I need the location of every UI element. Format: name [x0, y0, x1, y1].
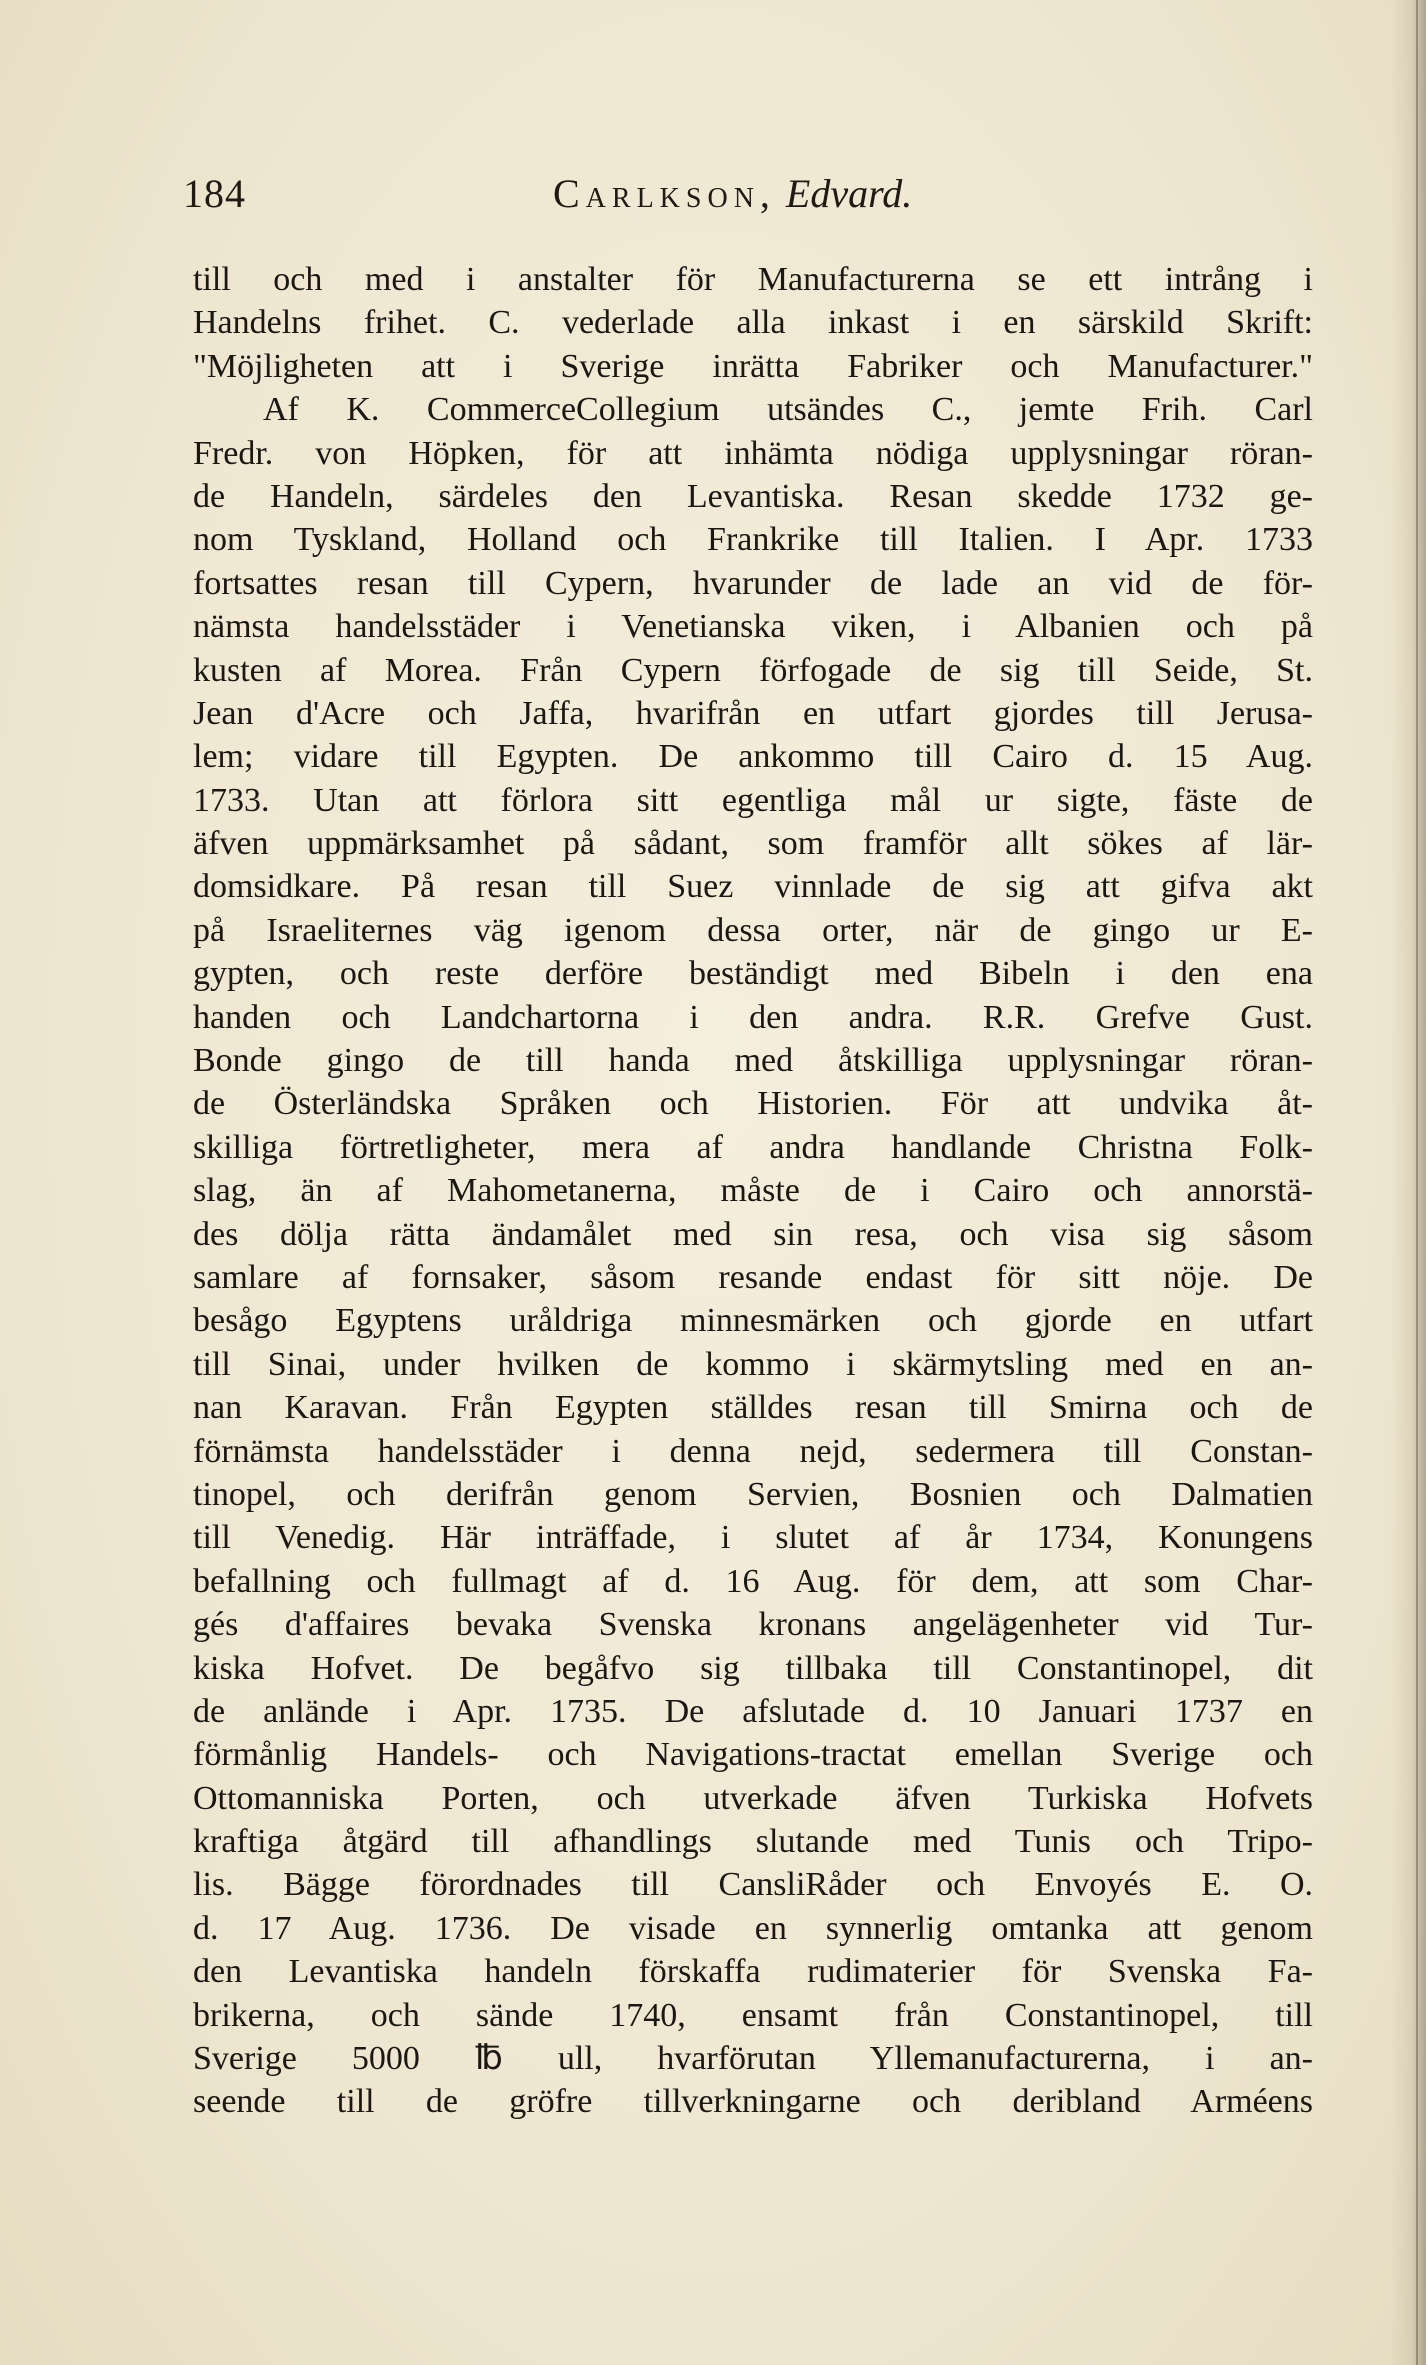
running-head-given-name: Edvard. [785, 171, 913, 216]
text-line: Bonde gingo de till handa med åtskilliga upplysningar röran- [193, 1042, 1313, 1080]
text-line: seende till de gröfre tillverkningarne och deribland Arméens [193, 2083, 1313, 2121]
text-line: lis. Bägge förordnades till CansliRåder och Envoyés E. O. [193, 1866, 1313, 1904]
page-header [183, 170, 1183, 230]
text-line: nom Tyskland, Holland och Frankrike till Italien. I Apr. 1733 [193, 521, 1313, 559]
text-line: kiska Hofvet. De begåfvo sig tillbaka till Constantinopel, dit [193, 1649, 1313, 1687]
text-line: fortsattes resan till Cypern, hvarunder de lade an vid de för- [193, 564, 1313, 602]
text-line: nämsta handelsstäder i Venetianska viken, i Albanien och på [193, 608, 1313, 646]
page-edge-shadow [1390, 0, 1426, 2365]
text-line: "Möjligheten att i Sverige inrätta Fabriker och Manufacturer." [193, 347, 1313, 385]
text-line: de anlände i Apr. 1735. De afslutade d. 10 Januari 1737 en [193, 1692, 1313, 1730]
text-line: på Israeliternes väg igenom dessa orter, när de gingo ur E- [193, 911, 1313, 949]
text-line: till Venedig. Här inträffade, i slutet af år 1734, Konungens [193, 1519, 1313, 1557]
text-line: befallning och fullmagt af d. 16 Aug. för dem, att som Char- [193, 1562, 1313, 1600]
text-line: förmånlig Handels- och Navigations-tractat emellan Sverige och [193, 1736, 1313, 1774]
text-line: handen och Landchartorna i den andra. R.R. Grefve Gust. [193, 998, 1313, 1036]
text-line: d. 17 Aug. 1736. De visade en synnerlig omtanka att genom [193, 1909, 1313, 1947]
running-head [553, 170, 912, 217]
body-text [193, 258, 1313, 2124]
text-line: till och med i anstalter för Manufacturerna se ett intrång i [193, 261, 1313, 298]
text-line: äfven uppmärksamhet på sådant, som framför allt sökes af lär- [193, 825, 1313, 863]
page-number: 184 [183, 171, 246, 216]
text-line: Af K. CommerceCollegium utsändes C., jemte Frih. Carl [263, 391, 1313, 429]
text-line: samlare af fornsaker, såsom resande endast för sitt nöje. De [193, 1258, 1313, 1296]
text-line: Jean d'Acre och Jaffa, hvarifrån en utfart gjordes till Jerusa- [193, 694, 1313, 732]
text-line: nan Karavan. Från Egypten ställdes resan till Smirna och de [193, 1389, 1313, 1427]
text-line: skilliga förtretligheter, mera af andra handlande Christna Folk- [193, 1128, 1313, 1166]
text-line: de Handeln, särdeles den Levantiska. Resan skedde 1732 ge- [193, 477, 1313, 515]
text-line: tinopel, och derifrån genom Servien, Bosnien och Dalmatien [193, 1475, 1313, 1513]
text-line: brikerna, och sände 1740, ensamt från Constantinopel, till [193, 1996, 1313, 2034]
running-head-surname: Carlkson, [553, 171, 776, 216]
text-line: till Sinai, under hvilken de kommo i skärmytsling med en an- [193, 1345, 1313, 1383]
text-line: des dölja rätta ändamålet med sin resa, och visa sig såsom [193, 1215, 1313, 1253]
text-line: lem; vidare till Egypten. De ankommo till Cairo d. 15 Aug. [193, 738, 1313, 776]
text-line: Ottomanniska Porten, och utverkade äfven Turkiska Hofvets [193, 1779, 1313, 1817]
text-line: gypten, och reste derföre beständigt med Bibeln i den ena [193, 955, 1313, 993]
text-line: Fredr. von Höpken, för att inhämta nödiga upplysningar röran- [193, 434, 1313, 472]
text-line: kusten af Morea. Från Cypern förfogade de sig till Seide, St. [193, 651, 1313, 689]
text-line: förnämsta handelsstäder i denna nejd, sedermera till Constan- [193, 1432, 1313, 1470]
text-line: slag, än af Mahometanerna, måste de i Cairo och annorstä- [193, 1172, 1313, 1210]
text-line: Sverige 5000 ℔ ull, hvarförutan Yllemanufacturerna, i an- [193, 2040, 1313, 2078]
text-line: kraftiga åtgärd till afhandlings slutande med Tunis och Tripo- [193, 1823, 1313, 1861]
text-line: 1733. Utan att förlora sitt egentliga mål ur sigte, fäste de [193, 781, 1313, 819]
text-line: den Levantiska handeln förskaffa rudimaterier för Svenska Fa- [193, 1953, 1313, 1991]
text-line: gés d'affaires bevaka Svenska kronans angelägenheter vid Tur- [193, 1606, 1313, 1644]
text-line: de Österländska Språken och Historien. För att undvika åt- [193, 1085, 1313, 1123]
page-edge-line [1416, 0, 1418, 2365]
text-line: domsidkare. På resan till Suez vinnlade de sig att gifva akt [193, 868, 1313, 906]
text-line: besågo Egyptens uråldriga minnesmärken och gjorde en utfart [193, 1302, 1313, 1340]
text-line: Handelns frihet. C. vederlade alla inkast i en särskild Skrift: [193, 304, 1313, 342]
